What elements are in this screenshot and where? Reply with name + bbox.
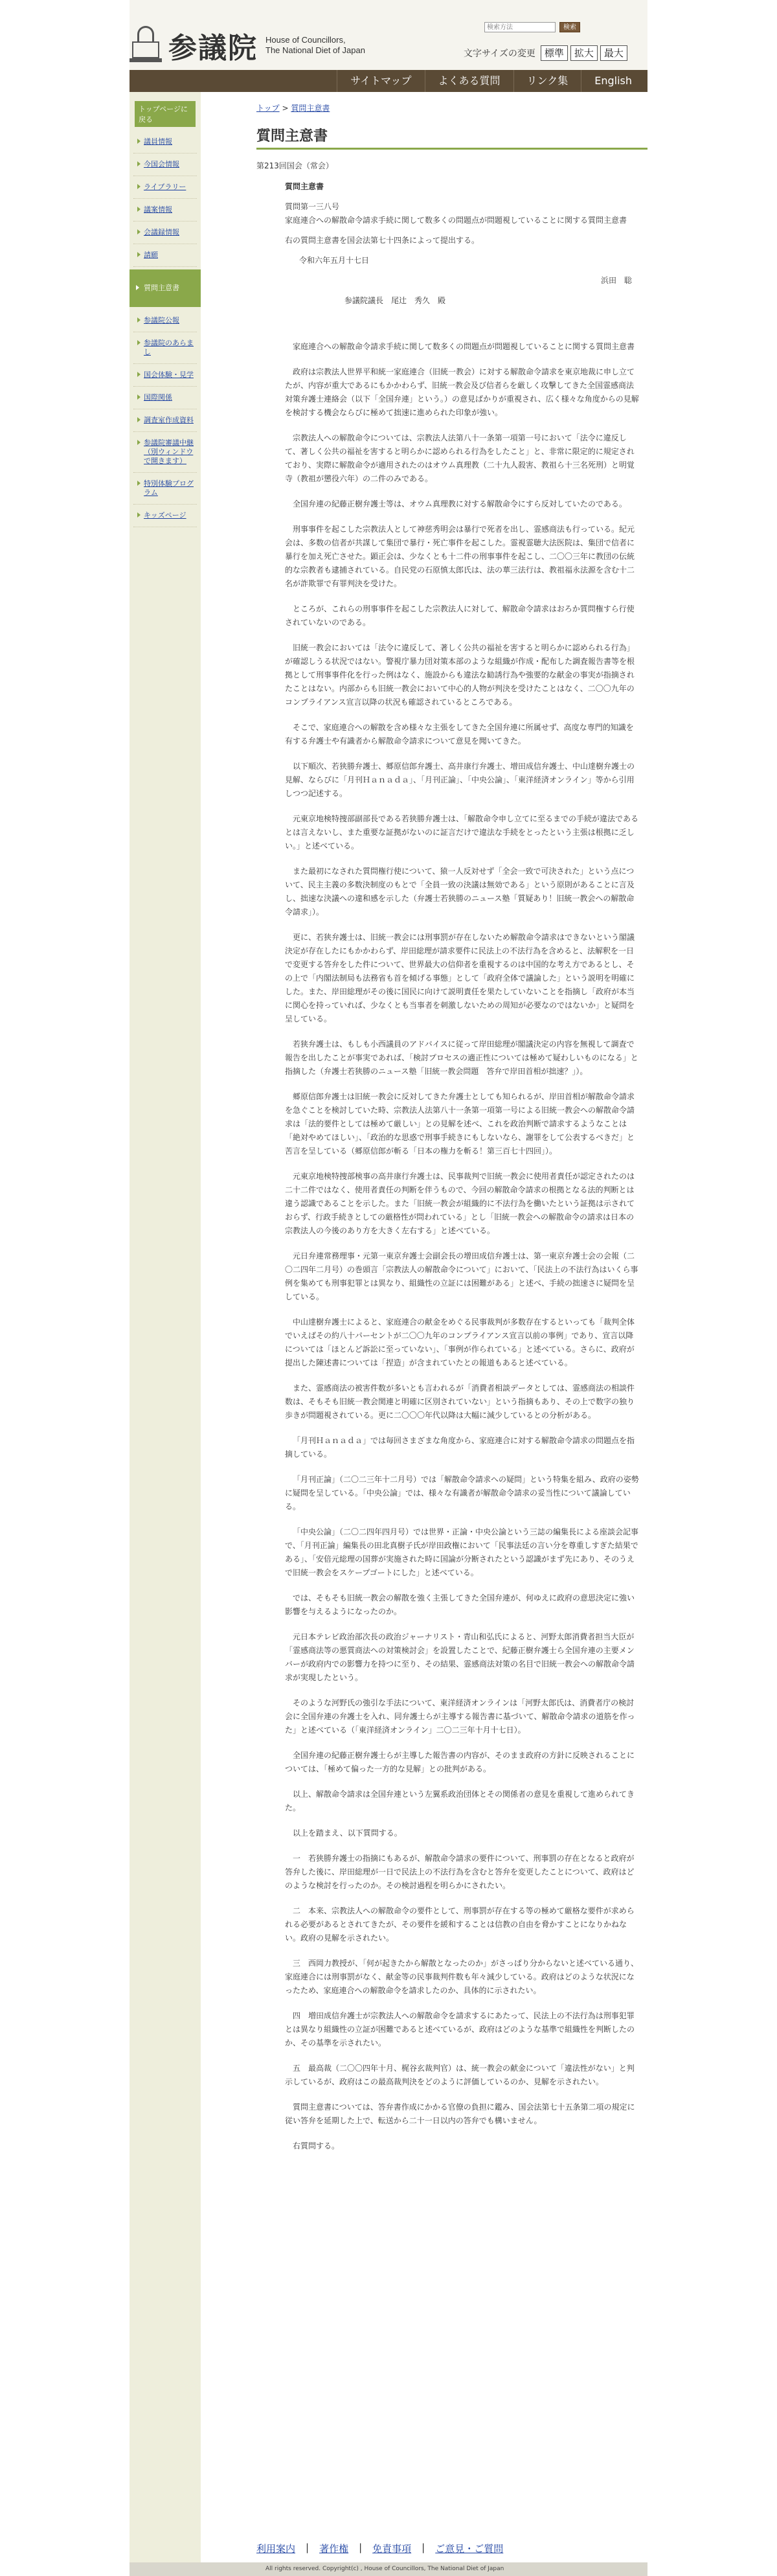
arrow-right-icon [137, 340, 141, 345]
question-item: 五 最高裁（二〇〇四年十月、梶谷玄裁判官）は、統一教会の献金について「違法性がない」と判示しているが、政府はこの最高裁判決をどのように評価しているのか、見解を示されたい。 [285, 2064, 635, 2086]
footer-copyright: All rights reserved. Copyright(c) , House of Councillors, The National Diet of Japan [130, 2562, 648, 2576]
breadcrumb-current[interactable]: 質問主意書 [291, 104, 330, 113]
sidebar-item-library[interactable]: ライブラリー [133, 176, 197, 199]
font-size-label: 文字サイズの変更 [464, 49, 535, 59]
sidebar-home-link[interactable]: トップページに戻る [135, 101, 196, 127]
arrow-right-icon [136, 285, 139, 290]
arrow-right-icon [137, 481, 141, 486]
sidebar-item-tour[interactable]: 国会体験・見学 [133, 364, 197, 387]
site-header [130, 0, 648, 70]
sidebar-item-minutes[interactable]: 会議録情報 [133, 222, 197, 244]
sidebar-item-current-session[interactable]: 今国会情報 [133, 154, 197, 176]
nav-sitemap[interactable]: サイトマップ [337, 70, 424, 92]
document-header [285, 180, 648, 308]
body-paragraph: 刑事事件を起こした宗教法人として神慈秀明会は暴行で死者を出し、霊感商法も行っている。紀元会は、多数の信者が共謀して集団で暴行・死亡事件を起こした。霊視霊聴大法医院は、集団で信者に暴行を加え死亡させた。顕正会は、少なくとも十二件の刑事事件を起こし、二〇〇三年に教団の伝統的な宗教者も逮捕されている。自民党の石原慎太郎氏は、法の華三法行は、教祖福永法源を含む十二名が詐欺罪で有罪判決を受けた。 [285, 525, 635, 588]
search-input[interactable] [484, 22, 556, 32]
sidebar-item-research[interactable]: 調査室作成資料 [133, 409, 197, 432]
font-size-switcher [464, 45, 627, 61]
body-paragraph: 全国弁連の紀藤正樹弁護士等は、オウム真理教に対する解散命令にすら反対していたのである。 [293, 499, 627, 508]
body-paragraph: ところが、これらの刑事事件を起こした宗教法人に対して、解散命令請求はおろか質問権すら行使されていないのである。 [285, 604, 635, 627]
sidebar-item-bills[interactable]: 議案情報 [133, 199, 197, 222]
body-paragraph: 若狭弁護士は、もしも小西議員のアドバイスに従って岸田総理が閣議決定の内容を無視して調査で報告を出したことが事実であれば、「検討プロセスの適正性については極めて疑わしいものになる」と指摘した（弁護士若狭勝のニュース塾「旧統一教会問題 答弁で岸田首相が拙速？」）。 [285, 1040, 638, 1076]
body-paragraph: また最初になされた質問権行使について、猿一人反対せず「全会一致で可決された」という点について、民主主義の多数決制度のもとで「全員一致の決議は無効である」という原則があることに言及し、拙速な決議への違和感を示した（弁護士若狭勝のニュース塾「質疑あり！旧統一教会への解散命令請求」）。 [285, 867, 635, 917]
body-paragraph: では、そもそも旧統一教会の解散を強く主張してきた全国弁連が、何ゆえに政府の意思決定に強い影響を与えるようになったのか。 [285, 1593, 635, 1616]
body-paragraph: 以上を踏まえ、以下質問する。 [293, 1829, 402, 1838]
arrow-right-icon [137, 139, 141, 144]
footer-separator: | [306, 2542, 310, 2553]
font-size-max-button[interactable]: 最大 [600, 45, 627, 61]
doc-author: 浜田 聡 [600, 276, 632, 285]
sidebar-item-international[interactable]: 国際関係 [133, 387, 197, 409]
nav-faq[interactable]: よくある質問 [425, 70, 513, 92]
sidebar-item-questions[interactable]: 質問主意書 [130, 269, 201, 307]
page-title: 質問主意書 [256, 125, 648, 150]
body-paragraph: 元東京地検特捜部副部長である若狭勝弁護士は、「解散命令申し立てに至るまでの手続が違法であるとは言えないし、また重要な証拠がないのに証言だけで違法な手続をとったという主張は根拠に乏しい。」と述べている。 [285, 814, 639, 850]
body-paragraph: 「月刊Ｈａｎａｄａ」では毎回さまざまな角度から、家庭連合に対する解散命令請求の問題点を指摘している。 [285, 1436, 635, 1459]
arrow-right-icon [137, 252, 141, 257]
arrow-right-icon [137, 184, 141, 189]
footer-link-disclaimer[interactable]: 免責事項 [372, 2543, 412, 2555]
body-paragraph: 旧統一教会においては「法令に違反して、著しく公共の福祉を害すると明らかに認められる行為」が確認しうる状況ではない。警視庁暴力団対策本部のような組織が作成・配布した調査報告書等を根拠として刑事事件化を行った例はなく、施設からも違法な勧誘行為や強要的な献金の事実が指摘されたことはない。内部からも旧統一教会において中心的人物が判決を受けたことはなく、二〇〇九年のコンプライアンス宣言以降の状況も確認されているところである。 [285, 643, 635, 707]
page-gutter-right [648, 0, 777, 2576]
arrow-right-icon [137, 229, 141, 234]
sidebar-item-live-stream[interactable]: 参議院審議中継（別ウィンドウで開きます） [133, 432, 197, 473]
body-paragraph: 更に、若狭弁護士は、旧統一教会には刑事罰が存在しないため解散命令請求はできないという閣議決定が存在したにもかかわらず、岸田総理が請求要件に民法上の不法行為を含めると、法解釈を一日で変更する答弁をした件について、世界最大の信仰者を重視するのは中国的な考え方であるとし、その上で「内閣法制局も法務省も首を傾げる事態」として「政府全体で議論した」という説明を明確にした。また、岸田総理がその後に国民に向けて説明責任を果たしていないことを指摘し「政府が本当に関心を持っていれば、少なくとも当事者を刺激しないための周知が必要なのではないか」と疑問を呈している。 [285, 933, 635, 1023]
sidebar-item-overview[interactable]: 参議院のあらまし [133, 332, 197, 364]
body-paragraph: 質問主意書については、答弁書作成にかかる官僚の負担に鑑み、国会法第七十五条第二項の規定に従い答弁を延期した上で、転送から二十一日以内の答弁でも構いません。 [285, 2103, 635, 2125]
logo-kanji: 参議院 [168, 32, 258, 65]
nav-english[interactable]: English [581, 70, 648, 92]
arrow-right-icon [137, 161, 141, 166]
font-size-large-button[interactable]: 拡大 [570, 45, 598, 61]
footer-link-copyright[interactable]: 著作権 [319, 2543, 349, 2555]
arrow-right-icon [137, 512, 141, 518]
main-content [256, 102, 648, 2165]
breadcrumb-home[interactable]: トップ [256, 104, 280, 113]
arrow-right-icon [137, 440, 141, 445]
body-paragraph: 元日弁連常務理事・元第一東京弁護士会副会長の增田成信弁護士は、第一東京弁護士会の会報（二〇二四年二月号）の巻頭言「宗教法人の解散命令について」において、「民法上の不法行為はいくら事例を集めても刑事犯罪とは異なり、組織性の立証には困難がある」と述べ、手続の拙速さに疑問を呈している。 [285, 1251, 638, 1301]
footer-link-usage[interactable]: 利用案内 [256, 2543, 296, 2555]
body-paragraph: 元東京地検特捜部検事の高井康行弁護士は、民事裁判で旧統一教会に使用者責任が認定されたのは二十二件ではなく、使用者責任の判断を伴うもので、今回の解散命令請求の根拠となる法的判断とは違う認識であることを示した。また「旧統一教会が組織的に不法行為を働いたという証拠は示されておらず、行政手続きとしての厳格性が問われている」とし「旧統一教会への解散命令の請求は日本の宗教法人の今後のあり方を大きく左右する」と述べている。 [285, 1172, 635, 1235]
closing-line: 右質問する。 [293, 2141, 340, 2150]
font-size-standard-button[interactable]: 標準 [541, 45, 568, 61]
arrow-right-icon [137, 372, 141, 377]
arrow-right-icon [137, 207, 141, 212]
nav-links[interactable]: リンク集 [513, 70, 581, 92]
doc-subject: 家庭連合への解散命令請求手続に関して数多くの問題点が問題視していることに関する質問主意書 [285, 216, 627, 225]
body-paragraph: また、霊感商法の被害件数が多いとも言われるが「消費者相談データとしては、霊感商法の相談件数は、そもそも旧統一教会関連と明確に区別されていない」という指摘もあり、その上で数字の独り歩きが問題視されている。更に二〇〇〇年代以降は大幅に減少しているとの分析がある。 [285, 1384, 635, 1420]
body-paragraph: 郷原信郎弁護士は旧統一教会に反対してきた弁護士としても知られるが、岸田首相が解散命令請求を急ぐことを検討していた時、宗教法人法第八十一条第一項第一号による旧統一教会への解散命令請求は「法的要件としては極めて厳しい」との見解を述べ、これを政治判断で請求するようなことは「絶対やめてほしい」、「政治的な思惑で刑事手続きにもしないなら、謝罪をして公表するべきだ」と苦言を呈している（郷原信郎が斬る「日本の権力を斬る！第三百七十四回」）。 [285, 1092, 635, 1156]
document-body [285, 340, 640, 2153]
question-item: 四 増田成信弁護士が宗教法人への解散命令を請求するにあたって、民法上の不法行為は刑事犯罪とは異なり組織性の立証が困難であると述べているが、政府はどのような基準で組織性を判断したのか、その基準を示されたい。 [285, 2011, 635, 2047]
question-item: 一 若狭勝弁護士の指摘にもあるが、解散命令請求の要件について、刑事罰の存在となると政府が答弁した後に、岸田総理が一日で民法上の不法行為を含むと答弁を変更したことについて、政府はどのような検討を行ったのか。その検討過程を明らかにされたい。 [285, 1854, 635, 1890]
sidebar-item-petitions[interactable]: 請願 [133, 244, 197, 267]
question-item: 二 本来、宗教法人への解散命令の要件として、刑事罰が存在する等の極めて厳格な要件が求められる必要があるとされてきたが、その要件を緩和することは信教の自由を脅かすことになりかねない。政府の見解を示されたい。 [285, 1906, 635, 1943]
sidebar-item-kids[interactable]: キッズページ [133, 505, 197, 527]
breadcrumb [256, 102, 648, 113]
question-item: 三 西岡力教授が、「何が起きたから解散となったのか」がさっぱり分からないと述べている通り、家庭連合には刑事罰がなく、献金等の民事裁判件数も年々減少している。政府はどのような状況になったため、家庭連合への解散命令を請求したのか、具体的に示されたい。 [285, 1959, 639, 1995]
sidebar [130, 92, 201, 2576]
page-gutter-left [0, 0, 130, 2576]
breadcrumb-separator: > [279, 104, 291, 113]
body-paragraph: そこで、家庭連合への解散を含め様々な主張をしてきた全国弁連に所属せず、高度な専門的知識を有する弁護士や有識者から解散命令請求について意見を聞いてきた。 [285, 723, 634, 746]
body-paragraph: 政府は宗教法人世界平和統一家庭連合（旧統一教会）に対する解散命令請求を東京地裁に申し立てたが、内容が重大であるにもかかわらず、旧統一教会及び信者らを厳しく攻撃してきた全国霊感商法対策弁護士連絡会（以下「全国弁連」という。）の意見ばかりが重視され、広く様々な角度からの見解を検討する機会ならびに極めて拙速に進められた印象が強い。 [285, 367, 639, 417]
doc-date: 令和六年五月十七日 [299, 256, 370, 265]
footer-links [256, 2542, 503, 2555]
body-paragraph: 「中央公論」（二〇二四年四月号）では世界・正論・中央公論という三誌の編集長による座談会記事で、「月刊正論」編集長の田北真樹子氏が岸田政権において「民事法廷の言い分を尊重しすぎた結果である」、「安倍元総理の国葬が実施された時に国論が分断されたという認識がまず先にあり、そのうえで旧統一教会をスケープゴートにした」と述べている。 [285, 1527, 639, 1577]
arrow-right-icon [137, 317, 141, 323]
diet-building-icon [130, 26, 162, 65]
body-title: 家庭連合への解散命令請求手続に関して数多くの問題点が問題視していることに関する質問主意書 [293, 342, 635, 351]
footer-separator: | [359, 2542, 363, 2553]
body-paragraph: 「月刊正論」（二〇二三年十二月号）では「解散命令請求への疑問」という特集を組み、政府の姿勢に疑問を呈している。「中央公論」では、様々な有識者が解散命令請求の妥当性について議論している。 [285, 1475, 639, 1511]
body-paragraph: 中山達樹弁護士によると、家庭連合の献金をめぐる民事裁判が多数存在するといっても「裁判全体でいえばその約八十パーセントが二〇〇九年のコンプライアンス宣言以前の事例」であり、宣言以降については「ほとんど訴訟に至っていない」、「事例が作られている」と述べている。さらに、政府が提出した陳述書については「捏造」が含まれていたとの報道もあると述べている。 [285, 1317, 635, 1367]
body-paragraph: 以下順次、若狭勝弁護士、郷原信郎弁護士、高井康行弁護士、增田成信弁護士、中山達樹弁護士の見解、ならびに「月刊Ｈａｎａｄａ」、「月刊正論」、「中央公論」、「東洋経済オンライン」等から引用しつつ記述する。 [285, 762, 635, 798]
global-nav [130, 70, 648, 92]
site-logo[interactable] [130, 25, 365, 66]
arrow-right-icon [137, 417, 141, 422]
doc-heading: 質問主意書 [285, 182, 324, 191]
arrow-right-icon [137, 394, 141, 400]
logo-english: House of Councillors, The National Diet of Japan [265, 35, 365, 55]
sidebar-item-special-program[interactable]: 特別体験プログラム [133, 473, 197, 505]
body-paragraph: 元日本テレビ政治部次長の政治ジャーナリスト・青山和弘氏によると、河野太郎消費者担当大臣が「霊感商法等の悪質商法への対策検討会」を設置したことで、紀藤正樹弁護士ら全国弁連の主要メンバーが政府内での影響力を持つに至り、その結果、霊感商法対策の名目で旧統一教会への解散命令請求が実現したという。 [285, 1632, 635, 1682]
footer-separator: | [422, 2542, 425, 2553]
session-label: 第213回国会（常会） [256, 161, 333, 170]
search-button[interactable]: 検索 [559, 22, 580, 32]
sidebar-item-members[interactable]: 議員情報 [133, 131, 197, 154]
doc-number: 質問第一三八号 [285, 202, 340, 211]
doc-recipient: 参議院議長 尾辻 秀久 殿 [344, 296, 446, 305]
doc-submit-line: 右の質問主意書を国会法第七十四条によって提出する。 [285, 236, 480, 245]
sidebar-item-gazette[interactable]: 参議院公報 [133, 310, 197, 332]
body-paragraph: 宗教法人への解散命令については、宗教法人法第八十一条第一項第一号において「法令に違反して、著しく公共の福祉を害すると明らかに認められる行為をしたこと」と、非常に限定的に規定されており、実際に解散命令が適用されたのはオウム真理教（二十九人殺害、教祖ら十三名死刑）と明覚寺（教祖が懲役六年）の二件のみである。 [285, 433, 635, 483]
body-paragraph: 全国弁連の紀藤正樹弁護士らが主導した報告書の内容が、そのまま政府の方針に反映されることについては、「極めて偏った一方的な見解」との批判がある。 [285, 1751, 635, 1773]
body-paragraph: 以上、解散命令請求は全国弁連という左翼系政治団体とその関係者の意見を重視して進められてきた。 [285, 1790, 635, 1812]
footer-link-feedback[interactable]: ご意見・ご質問 [435, 2543, 504, 2555]
body-paragraph: そのような河野氏の強引な手法について、東洋経済オンラインは「河野太郎氏は、消費者庁の検討会に全国弁連の弁護士を入れ、同弁護士らが主導する報告書に基づいて、解散命令請求の道筋を作った」と述べている（「東洋経済オンライン」二〇二三年十月十七日）。 [285, 1698, 635, 1735]
search-bar [484, 22, 580, 32]
